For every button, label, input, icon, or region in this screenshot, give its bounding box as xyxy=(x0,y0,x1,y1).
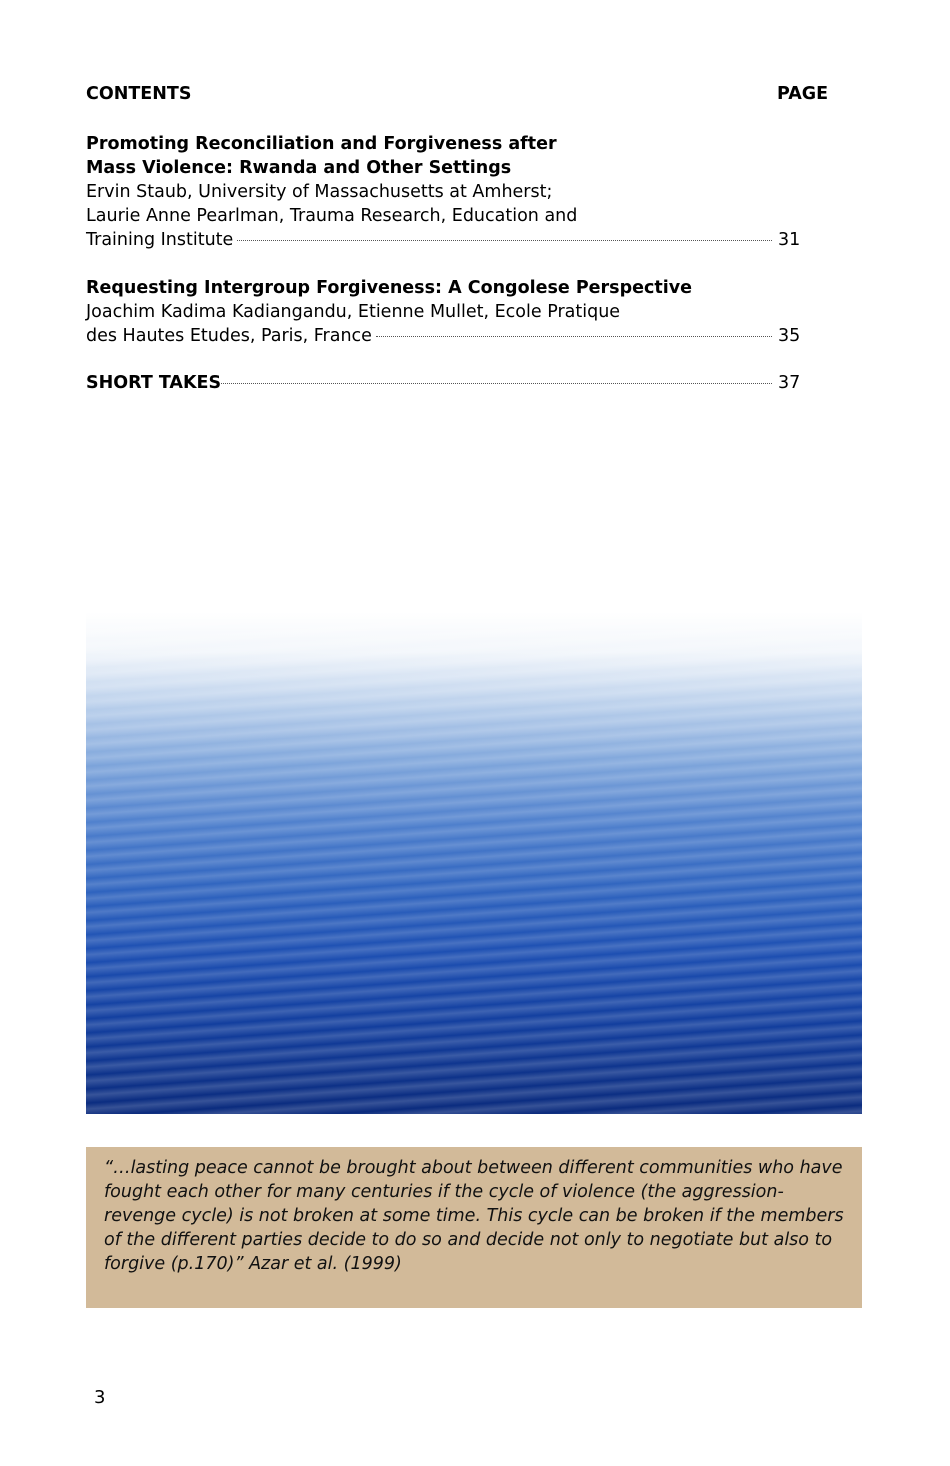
entry-authors: Joachim Kadima Kadiangandu, Etienne Mullet, Ecole Pratique xyxy=(86,302,621,322)
entry-page-number: 35 xyxy=(778,326,801,346)
entry-title: Promoting Reconciliation and Forgiveness after xyxy=(86,134,557,154)
entry-authors: Ervin Staub, University of Massachusetts at Amherst; xyxy=(86,182,553,202)
dot-leader xyxy=(376,336,772,337)
entry-title: Requesting Intergroup Forgiveness: A Congolese Perspective xyxy=(86,278,693,298)
page-number: 3 xyxy=(94,1387,106,1408)
entry-title: Mass Violence: Rwanda and Other Settings xyxy=(86,158,512,178)
entry-title: SHORT TAKES xyxy=(86,373,222,393)
entry-page-number: 31 xyxy=(778,230,801,250)
entry-page-number: 37 xyxy=(778,373,801,393)
toc-entry[interactable] xyxy=(86,276,802,348)
quote-box xyxy=(86,1147,862,1308)
entry-authors: Training Institute xyxy=(86,230,234,250)
entry-authors: des Hautes Etudes, Paris, France xyxy=(86,326,372,346)
page-column-heading: PAGE xyxy=(777,84,829,104)
entry-authors: Laurie Anne Pearlman, Trauma Research, Education and xyxy=(86,206,578,226)
dot-leader xyxy=(237,240,772,241)
contents-heading: CONTENTS xyxy=(86,84,192,104)
water-photo xyxy=(86,612,862,1114)
quote-text: “…lasting peace cannot be brought about between different communities who have fought each other for many centuries if the cycle of violence (the aggression-revenge cycle) is not broken at some time. This cycle can be broken if the members of the different parties decide to do so and decide not only to negotiate but also to forgive (p.170)” Azar et al. (1999) xyxy=(104,1158,844,1274)
toc-entry[interactable] xyxy=(86,371,802,395)
dot-leader xyxy=(221,383,772,384)
toc-entry[interactable] xyxy=(86,132,802,252)
